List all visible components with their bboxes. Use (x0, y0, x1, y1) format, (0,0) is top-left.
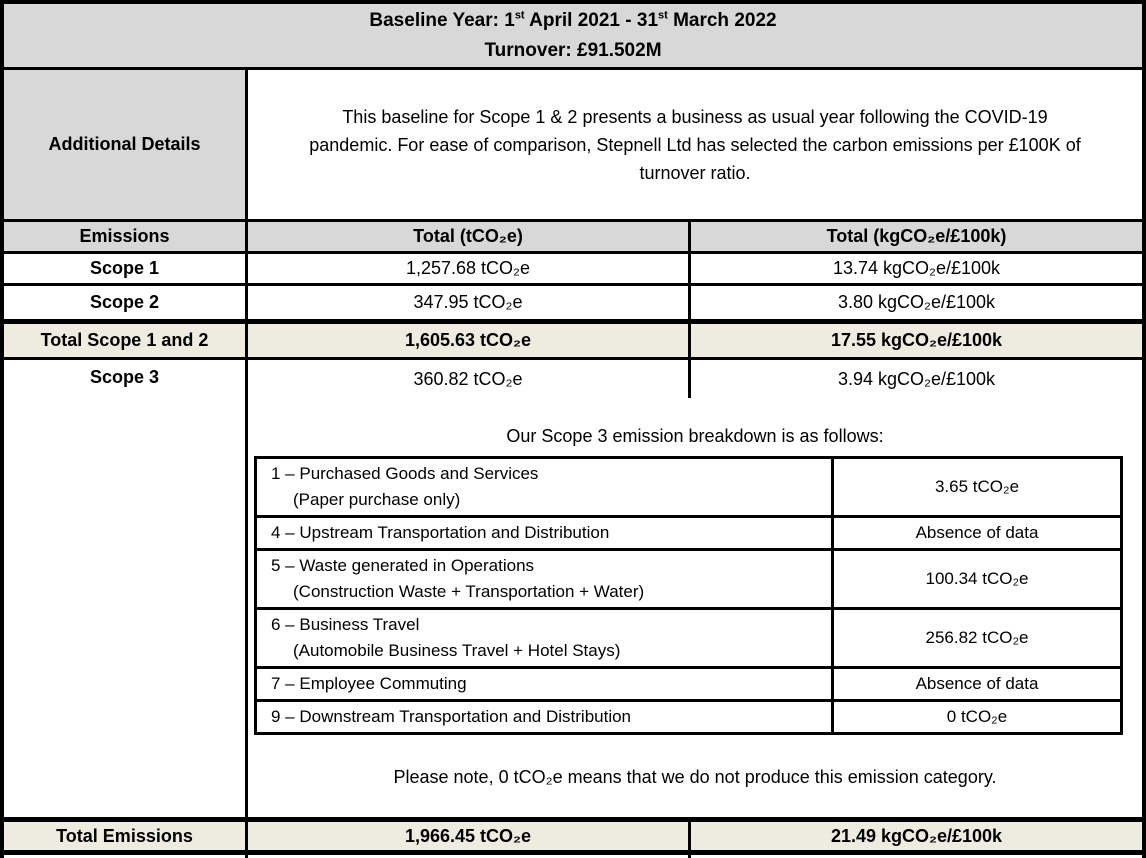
breakdown-category (257, 610, 834, 666)
table-row (257, 551, 1120, 610)
breakdown-value: 0 tCO₂e (946, 707, 1008, 726)
baseline-header (4, 4, 1142, 70)
baseline-year-text: April 2021 - 31 (524, 9, 659, 31)
breakdown-category-detail: (Construction Waste + Transportation + Water) (293, 582, 645, 601)
scope3-ratio: 3.94 kgCO₂e/£100k (837, 368, 996, 389)
additional-details-text: This baseline for Scope 1 & 2 presents a business as usual year following the COVID-19 pandemic. For ease of comparison, Stepnell Ltd has selected the carbon emissions per £100K of turnover ratio. (309, 106, 1081, 183)
breakdown-category-title: 9 – Downstream Transportation and Distribution (271, 707, 632, 726)
scope3-zero-note: Please note, 0 tCO₂e means that we do not produce this emission category. (393, 767, 997, 787)
scope3-label: Scope 3 (4, 360, 248, 817)
total-scope-1-2-ratio: 17.55 kgCO₂e/£100k (830, 330, 1003, 350)
breakdown-value: 3.65 tCO₂e (934, 477, 1020, 496)
breakdown-category (257, 551, 834, 607)
scope1-label: Scope 1 (4, 254, 248, 283)
scope2-total: 347.95 tCO₂e (248, 286, 691, 319)
table-row (257, 518, 1120, 551)
breakdown-category-detail: (Automobile Business Travel + Hotel Stays) (293, 641, 621, 660)
breakdown-category-detail: (Paper purchase only) (293, 490, 461, 509)
column-header-row (4, 222, 1142, 254)
table-row (257, 669, 1120, 702)
column-header-total-tco2e: Total (tCO₂e) (248, 222, 691, 251)
column-header-total-ratio: Total (kgCO₂e/£100k) (826, 226, 1007, 246)
breakdown-category-title: 6 – Business Travel (271, 615, 420, 634)
breakdown-category (257, 518, 834, 548)
total-emissions-label: Total Emissions (4, 822, 248, 850)
breakdown-category-title: 4 – Upstream Transportation and Distribution (271, 523, 610, 542)
total-emissions-ratio: 21.49 kgCO₂e/£100k (830, 825, 1003, 846)
scope2-label: Scope 2 (4, 286, 248, 319)
breakdown-value: 256.82 tCO₂e (925, 628, 1029, 647)
breakdown-category (257, 459, 834, 515)
table-row-scope1 (4, 254, 1142, 286)
table-row (257, 702, 1120, 732)
ordinal-superscript: st (658, 9, 668, 22)
scope3-breakdown-intro: Our Scope 3 emission breakdown is as follows: (506, 426, 884, 446)
breakdown-category-title: 5 – Waste generated in Operations (271, 556, 535, 575)
baseline-year-text: March 2022 (667, 9, 777, 31)
breakdown-category (257, 669, 834, 699)
baseline-year-title (369, 6, 776, 36)
total-scope-1-2-total: 1,605.63 tCO₂e (248, 324, 691, 357)
scope1-ratio: 13.74 kgCO₂e/£100k (832, 258, 1001, 278)
table-row (257, 610, 1120, 669)
total-scope-1-2-label: Total Scope 1 and 2 (4, 324, 248, 357)
breakdown-category-title: 1 – Purchased Goods and Services (271, 464, 539, 483)
table-row (257, 459, 1120, 518)
turnover-text: Turnover: £91.502M (484, 39, 662, 61)
additional-details-label: Additional Details (4, 70, 248, 219)
breakdown-value: 100.34 tCO₂e (925, 569, 1029, 588)
additional-details-row (4, 70, 1142, 222)
scope1-total: 1,257.68 tCO₂e (248, 254, 691, 283)
table-row-scope2 (4, 286, 1142, 324)
ordinal-superscript: st (514, 9, 525, 22)
total-emissions-total: 1,966.45 tCO₂e (248, 822, 691, 850)
table-row-total-emissions (4, 822, 1142, 855)
scope2-ratio: 3.80 kgCO₂e/£100k (837, 292, 996, 312)
breakdown-value: Absence of data (915, 674, 1039, 693)
breakdown-value: Absence of data (915, 523, 1039, 542)
scope3-breakdown-table (254, 456, 1123, 735)
baseline-year-text: Baseline Year: 1 (369, 9, 515, 31)
breakdown-category (257, 702, 834, 732)
breakdown-category-title: 7 – Employee Commuting (271, 674, 467, 693)
column-header-emissions: Emissions (4, 222, 248, 251)
table-row-total-scope-1-2 (4, 324, 1142, 360)
scope3-total: 360.82 tCO₂e (248, 360, 691, 398)
scope3-values-row (248, 360, 1142, 398)
scope3-content (248, 360, 1142, 817)
table-row-scope3 (4, 360, 1142, 822)
additional-details-cell (248, 70, 1142, 219)
